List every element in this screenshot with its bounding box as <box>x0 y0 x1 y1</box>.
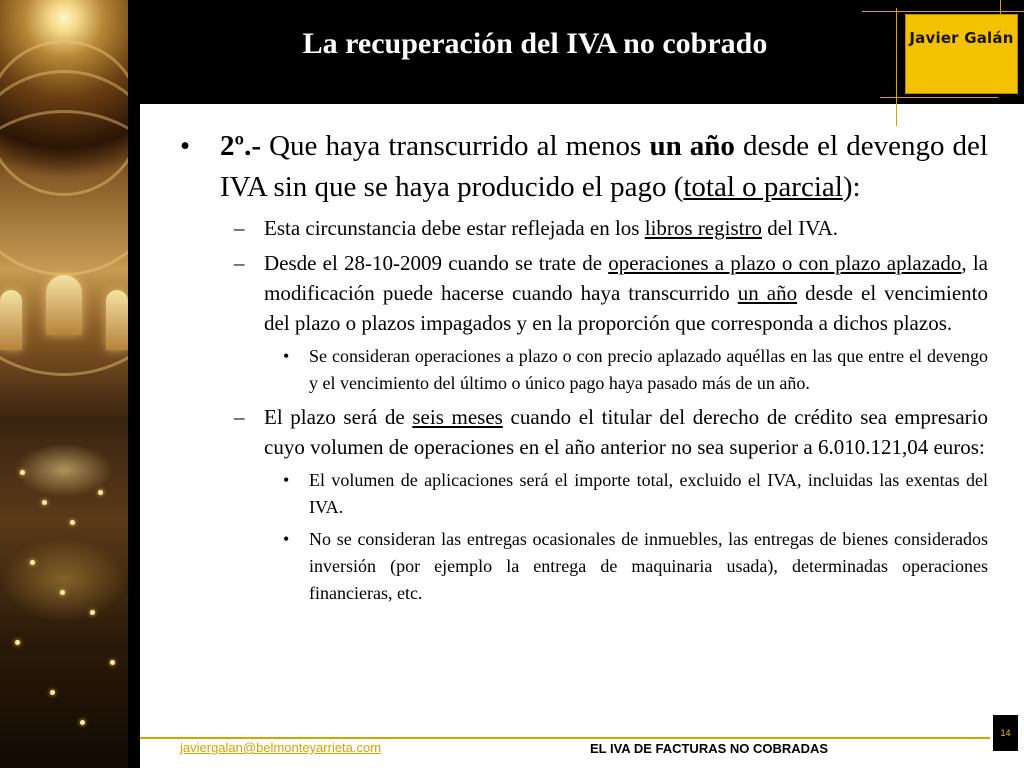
footer-email-link[interactable]: javiergalan@belmonteyarrieta.com <box>180 740 382 755</box>
dash-icon: – <box>234 216 245 240</box>
sub-underlined: seis meses <box>412 405 503 429</box>
bullet-icon: • <box>180 130 191 162</box>
sub-underlined: libros registro <box>644 216 762 240</box>
sub-text: cuando el titular del derecho de crédito sea empresario cuyo volumen de operaciones en el año anterior no sea superior a 6.010.121,04 euros: <box>264 405 988 459</box>
page-number: 14 <box>1000 728 1011 738</box>
logo-frame-line-v1 <box>896 8 897 126</box>
left-divider <box>128 0 140 768</box>
sub-text: del IVA. <box>761 216 838 240</box>
point-underlined: total o parcial <box>683 171 843 203</box>
dash-icon: – <box>234 405 245 429</box>
logo-text: Javier Galán <box>909 29 1014 47</box>
sub-text: desde el vencimiento del plazo o plazos impagados y en la proporción que corresponda a dichos plazos. <box>264 281 988 335</box>
logo-box <box>905 14 1018 94</box>
note-item <box>283 526 988 607</box>
library-dome-image <box>0 0 128 768</box>
note-text: No se consideran las entregas ocasionales de inmuebles, las entregas de bienes considerados inversión (por ejemplo la entrega de maquinaria usada), determinadas operaciones financieras, etc. <box>309 529 988 603</box>
note-text: Se consideran operaciones a plazo o con precio aplazado aquéllas en las que entre el devengo y el vencimiento del último o único pago haya pasado más de un año. <box>309 346 988 393</box>
note-item <box>283 343 988 397</box>
sub-point <box>234 213 988 243</box>
note-text: El volumen de aplicaciones será el importe total, excluido el IVA, incluidas las exentas del IVA. <box>309 470 988 517</box>
slide-title: La recuperación del IVA no cobrado <box>302 27 768 60</box>
point-text: ): <box>842 171 861 203</box>
point-text: Que haya transcurrido al menos <box>260 130 650 162</box>
footer-line <box>140 737 990 739</box>
dash-icon: – <box>234 251 245 275</box>
footer-title: EL IVA DE FACTURAS NO COBRADAS <box>590 741 829 756</box>
bullet-icon: • <box>283 529 290 549</box>
sub-underlined: operaciones a plazo o con plazo aplazado <box>608 251 962 275</box>
logo-frame-line-h2 <box>880 97 998 98</box>
sub-text: Esta circunstancia debe estar reflejada en los <box>264 216 645 240</box>
sub-text: Desde el 28-10-2009 cuando se trate de <box>264 251 609 275</box>
main-point <box>180 126 988 208</box>
sub-point <box>234 402 988 462</box>
page-number-box <box>993 715 1018 751</box>
bullet-icon: • <box>283 470 290 490</box>
sub-underlined: un año <box>737 281 798 305</box>
note-item <box>283 467 988 521</box>
sub-text: , la modificación puede hacerse cuando haya transcurrido <box>264 251 988 305</box>
sub-text: El plazo será de <box>264 405 413 429</box>
point-text: desde el devengo del IVA sin que se haya producido el pago ( <box>220 130 988 203</box>
slide-content <box>180 126 988 607</box>
sub-point <box>234 248 988 338</box>
bullet-icon: • <box>283 346 290 366</box>
point-lead: 2º.- <box>220 130 261 162</box>
point-emphasis: un año <box>649 130 735 162</box>
